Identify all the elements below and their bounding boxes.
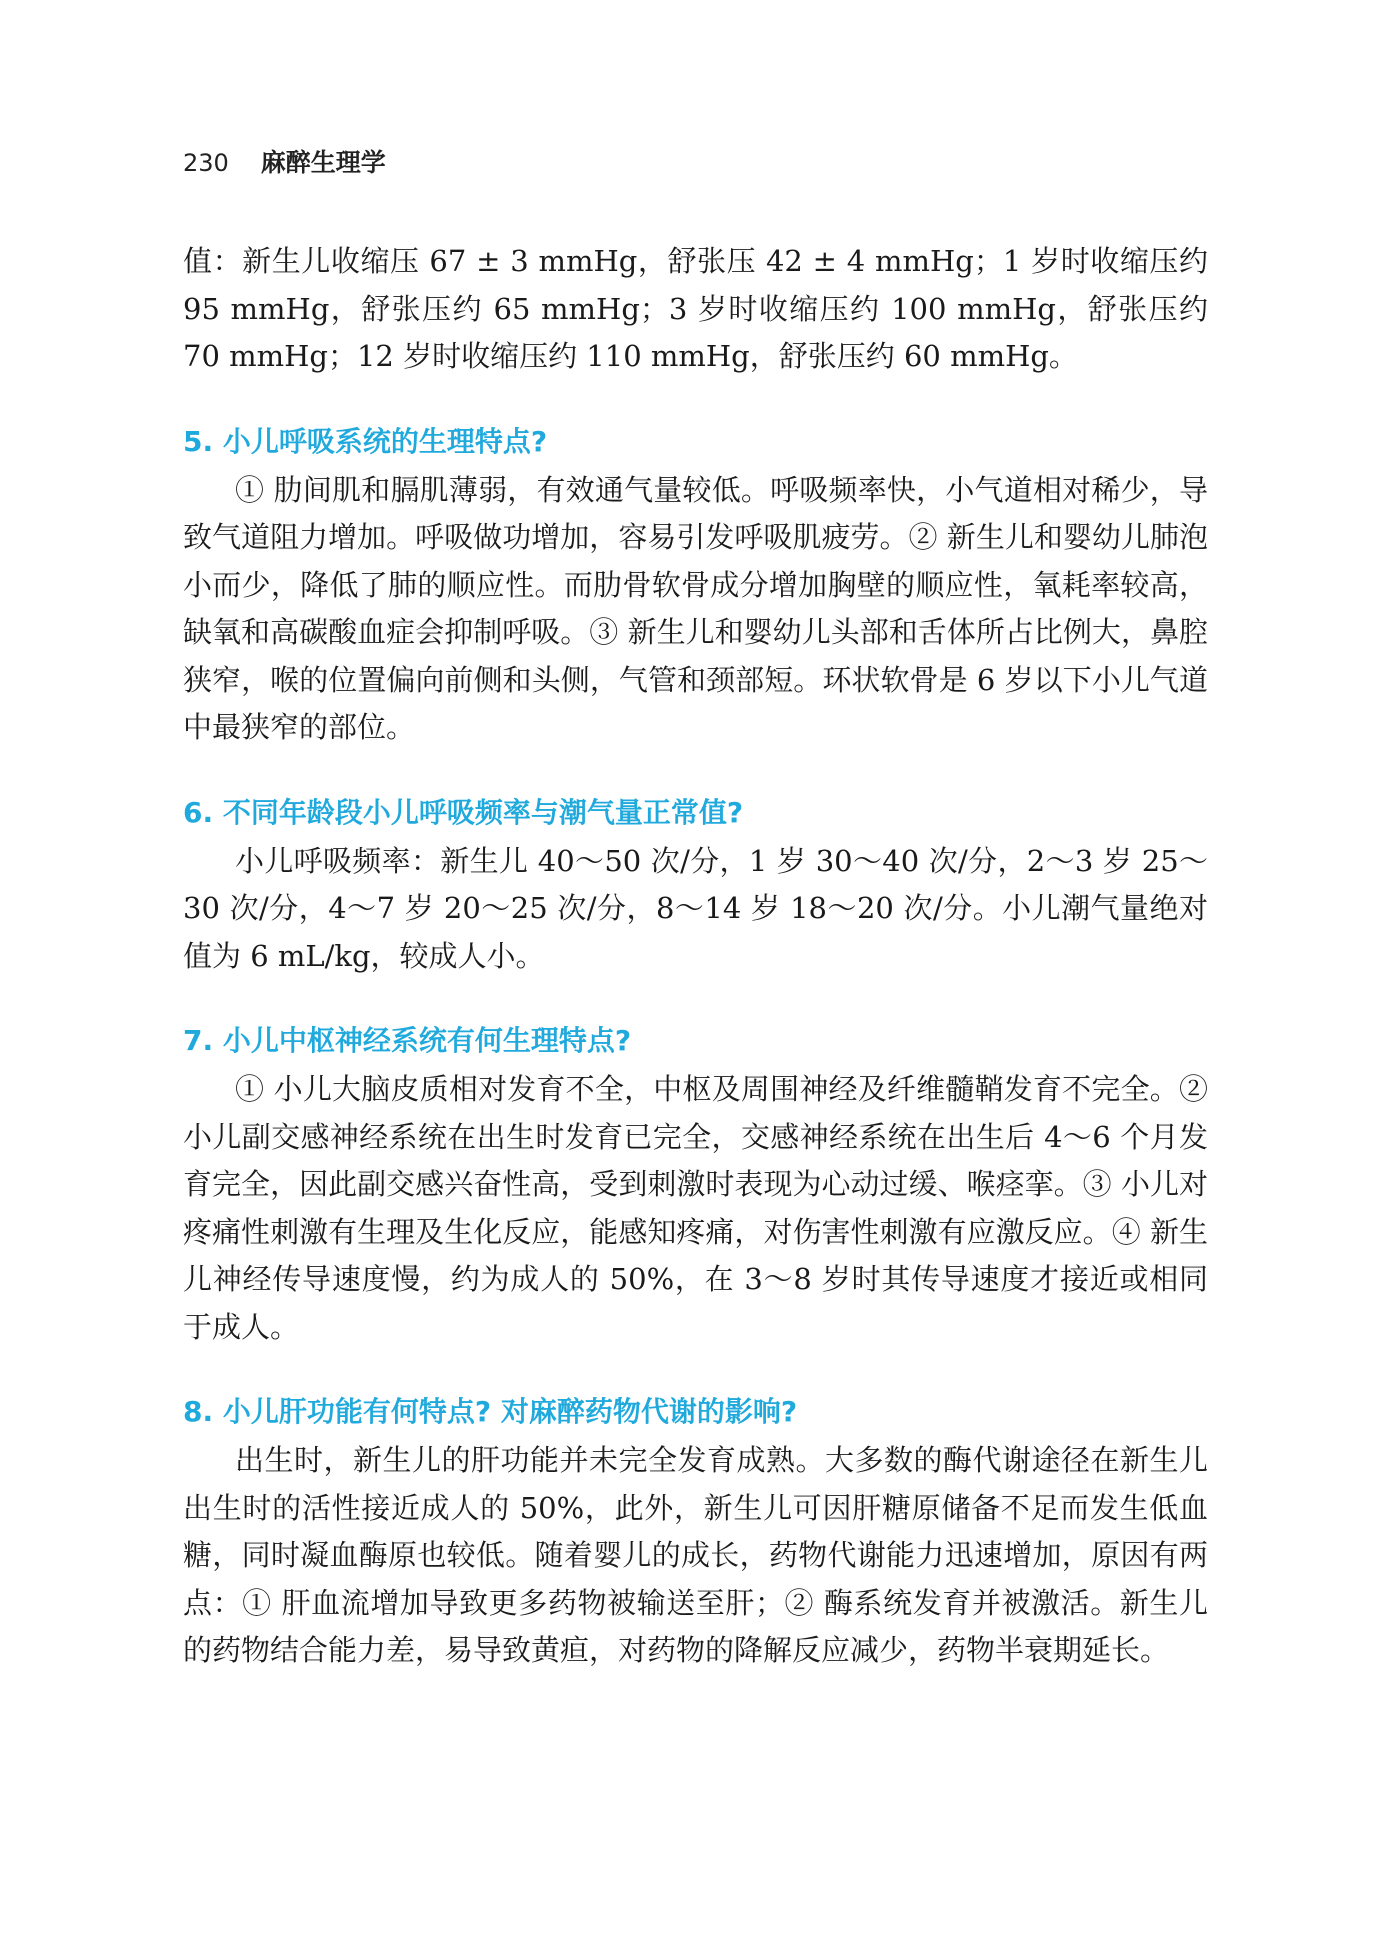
section-body: ① 小儿大脑皮质相对发育不全，中枢及周围神经及纤维髓鞘发育不完全。② 小儿副交感神经系统在出生时发育已完全，交感神经系统在出生后 4～6 个月发育完全，因此副交感兴奋性高，受到刺激时表现为心动过缓、喉痉挛。③ 小儿对疼痛性刺激有生理及生化反应，能感知疼痛，对伤害性刺激有应激反应。④ 新生儿神经传导速度慢，约为成人的 50%，在 3～8 岁时其传导速度才接近或相同于成人。 (183, 1072, 1208, 1344)
page-content (183, 238, 1208, 1675)
section-8 (183, 1390, 1208, 1675)
book-title: 麻醉生理学 (260, 148, 386, 177)
section-heading: 7. 小儿中枢神经系统有何生理特点? (183, 1024, 632, 1057)
running-head (183, 143, 386, 179)
section-6 (183, 791, 1208, 981)
section-5 (183, 420, 1208, 752)
section-body: 出生时，新生儿的肝功能并未完全发育成熟。大多数的酶代谢途径在新生儿出生时的活性接近成人的 50%，此外，新生儿可因肝糖原储备不足而发生低血糖，同时凝血酶原也较低。随着婴儿的成长，药物代谢能力迅速增加，原因有两点：① 肝血流增加导致更多药物被输送至肝；② 酶系统发育并被激活。新生儿的药物结合能力差，易导致黄疸，对药物的降解反应减少，药物半衰期延长。 (183, 1443, 1208, 1667)
page-number: 230 (183, 149, 229, 177)
section-body: 小儿呼吸频率：新生儿 40～50 次/分，1 岁 30～40 次/分，2～3 岁 25～30 次/分，4～7 岁 20～25 次/分，8～14 岁 18～20 次/分。小儿潮气量绝对值为 6 mL/kg，较成人小。 (183, 843, 1208, 973)
section-7 (183, 1019, 1208, 1351)
section-heading: 8. 小儿肝功能有何特点? 对麻醉药物代谢的影响? (183, 1395, 798, 1428)
section-body: ① 肋间肌和膈肌薄弱，有效通气量较低。呼吸频率快，小气道相对稀少，导致气道阻力增加。呼吸做功增加，容易引发呼吸肌疲劳。② 新生儿和婴幼儿肺泡小而少，降低了肺的顺应性。而肋骨软骨成分增加胸壁的顺应性，氧耗率较高，缺氧和高碳酸血症会抑制呼吸。③ 新生儿和婴幼儿头部和舌体所占比例大，鼻腔狭窄，喉的位置偏向前侧和头侧，气管和颈部短。环状软骨是 6 岁以下小儿气道中最狭窄的部位。 (183, 472, 1208, 744)
section-heading: 6. 不同年龄段小儿呼吸频率与潮气量正常值? (183, 795, 744, 829)
section-heading: 5. 小儿呼吸系统的生理特点? (183, 424, 548, 458)
intro-paragraph: 值：新生儿收缩压 67 ± 3 mmHg，舒张压 42 ± 4 mmHg；1 岁时收缩压约 95 mmHg，舒张压约 65 mmHg；3 岁时收缩压约 100 mmHg，舒张压约 70 mmHg；12 岁时收缩压约 110 mmHg，舒张压约 60 mmHg。 (183, 244, 1208, 373)
